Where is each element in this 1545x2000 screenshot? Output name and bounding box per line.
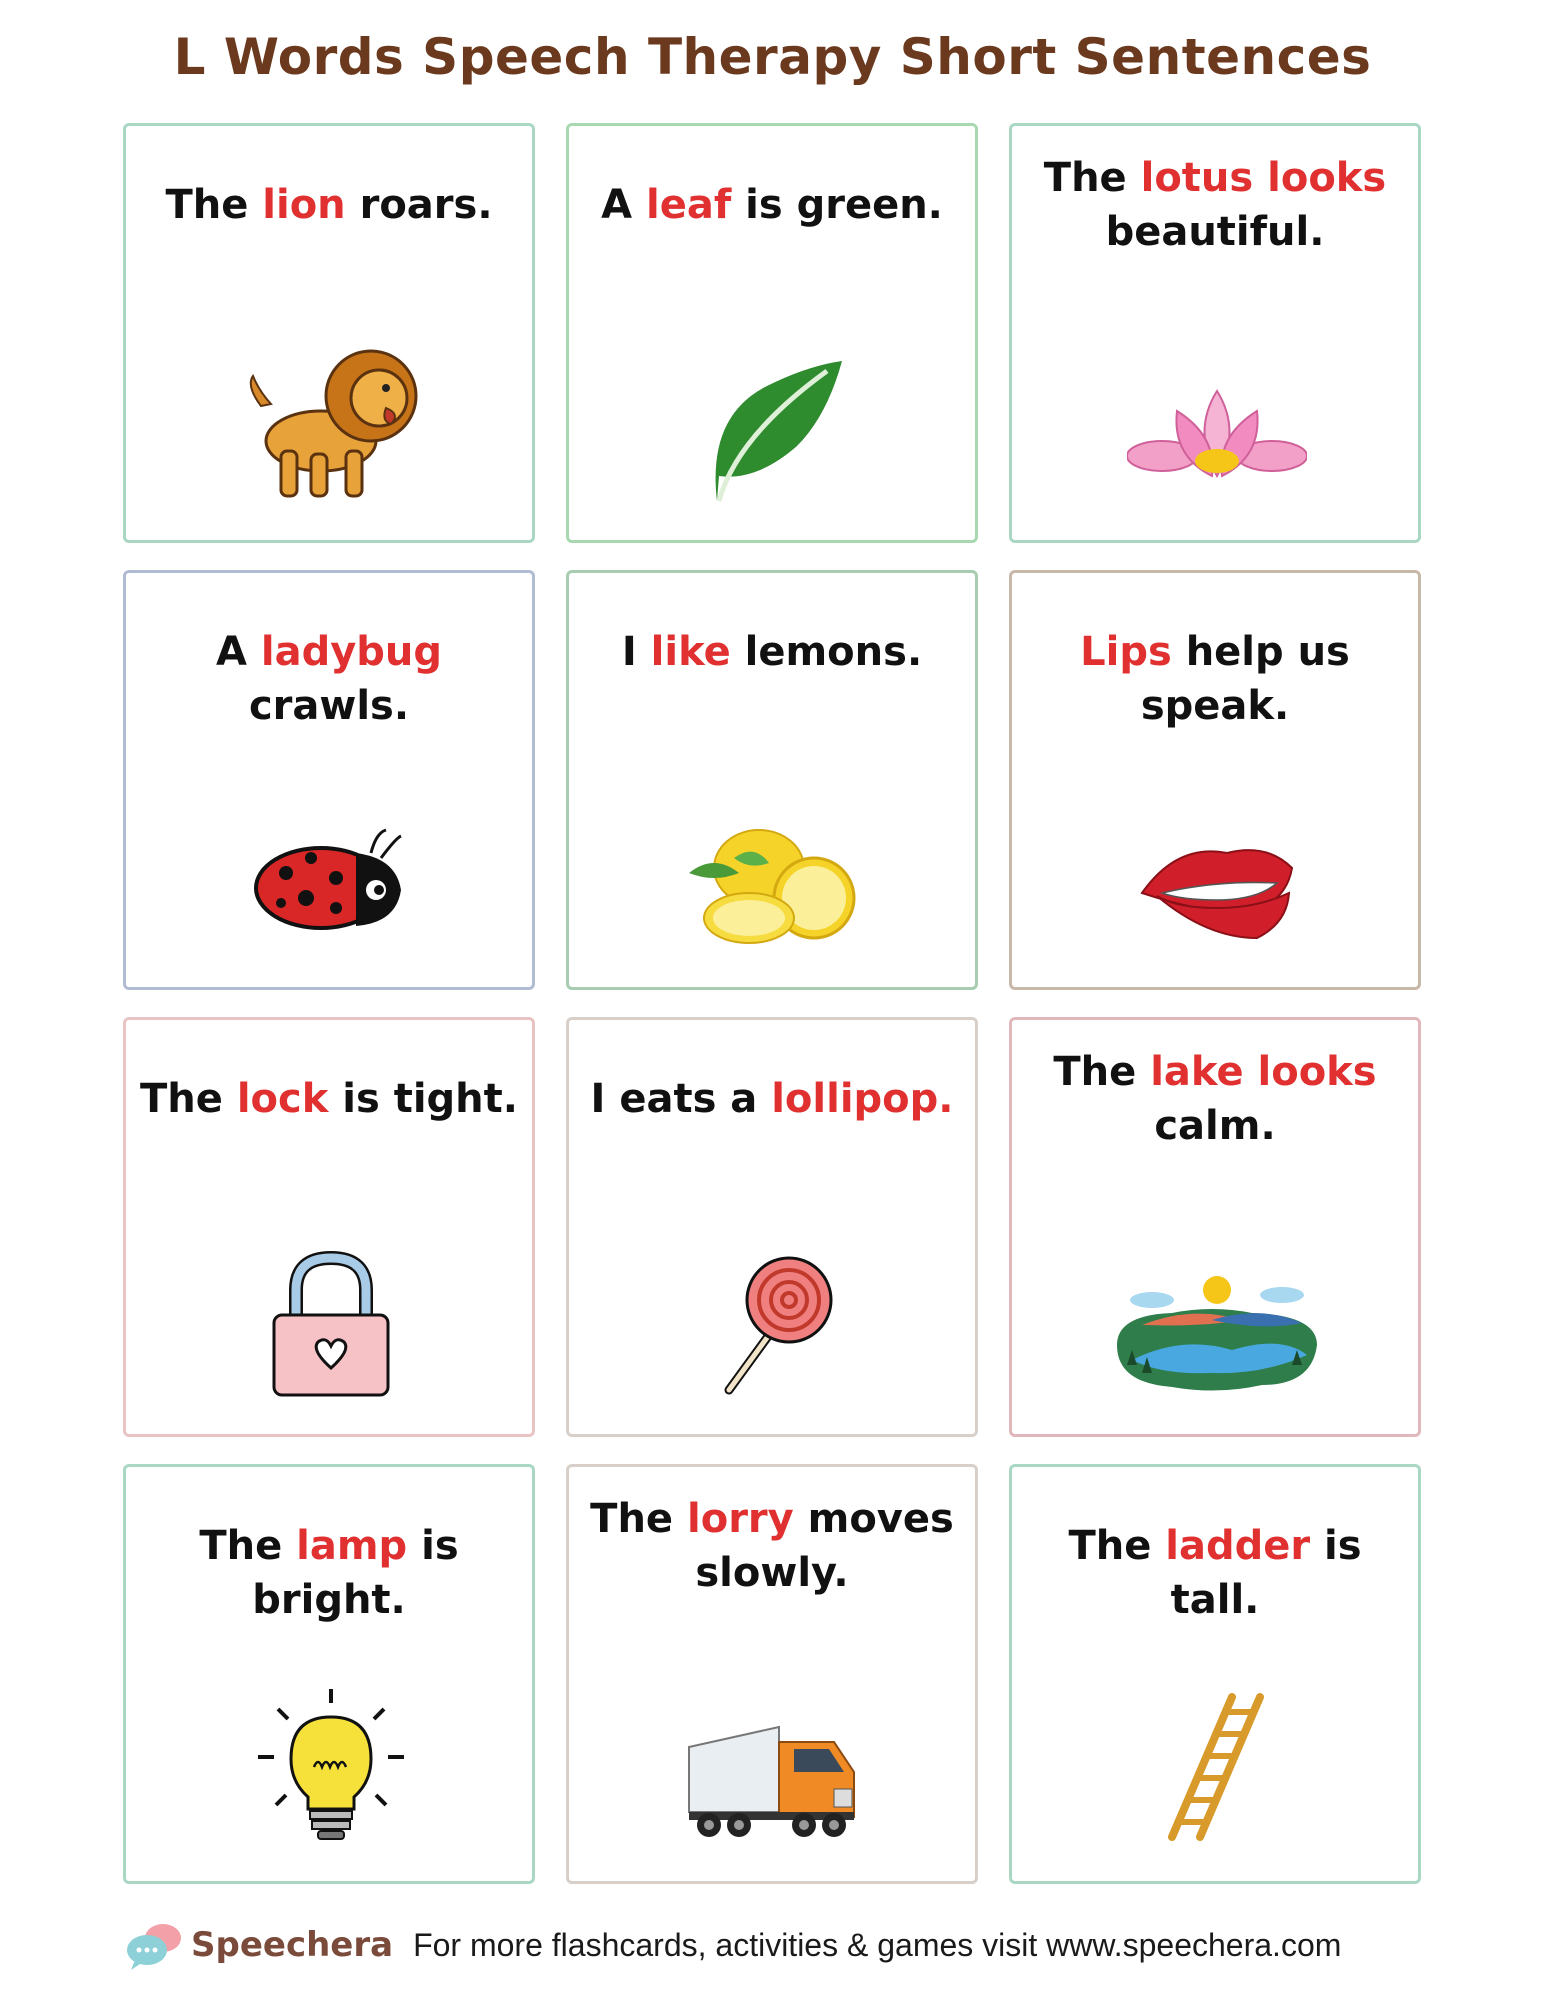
lorry-image (684, 1717, 864, 1842)
footer (125, 1915, 1341, 1975)
card-sentence: I eats a lollipop. (590, 1076, 954, 1122)
flashcard-11 (566, 1464, 978, 1884)
flashcard-2 (566, 123, 978, 543)
card-sentence: The lake looks calm. (1053, 1049, 1377, 1149)
lake-image (1112, 1265, 1322, 1395)
card-sentence: A ladybug crawls. (215, 629, 443, 729)
flashcard-7 (123, 1017, 535, 1437)
flashcard-1 (123, 123, 535, 543)
flashcard-9 (1009, 1017, 1421, 1437)
brand-logo-text: Speechera (191, 1925, 394, 1965)
card-sentence: The lion roars. (165, 182, 493, 228)
page-title: L Words Speech Therapy Short Sentences (173, 28, 1372, 86)
card-sentence: The lotus looks beautiful. (1043, 155, 1387, 255)
flashcard-12 (1009, 1464, 1421, 1884)
card-sentence: A leaf is green. (601, 182, 943, 228)
flashcard-10 (123, 1464, 535, 1884)
ladybug-image (251, 828, 411, 938)
leaf-image (697, 356, 847, 506)
flashcard-6 (1009, 570, 1421, 990)
card-sentence: The ladder is tall. (1068, 1523, 1362, 1623)
lotus-image (1127, 381, 1307, 491)
flashcard-3 (1009, 123, 1421, 543)
flashcard-5 (566, 570, 978, 990)
flashcard-8 (566, 1017, 978, 1437)
card-sentence: The lamp is bright. (199, 1523, 459, 1623)
lollipop-image (714, 1250, 834, 1400)
card-sentence: The lock is tight. (140, 1076, 518, 1122)
card-sentence: I like lemons. (621, 629, 923, 675)
ladder-image (1162, 1692, 1272, 1842)
footer-text[interactable]: For more flashcards, activities & games visit www.speechera.com (413, 1926, 1342, 1963)
bulb-image (256, 1687, 406, 1847)
lion-image (241, 336, 421, 506)
lips-image (1137, 838, 1297, 948)
speech-bubble-icon (125, 1920, 183, 1970)
lock-image (266, 1250, 396, 1400)
card-sentence: The lorry moves slowly. (590, 1496, 954, 1596)
card-sentence: Lips help us speak. (1080, 629, 1350, 729)
flashcard-4 (123, 570, 535, 990)
lemon-image (684, 818, 864, 948)
